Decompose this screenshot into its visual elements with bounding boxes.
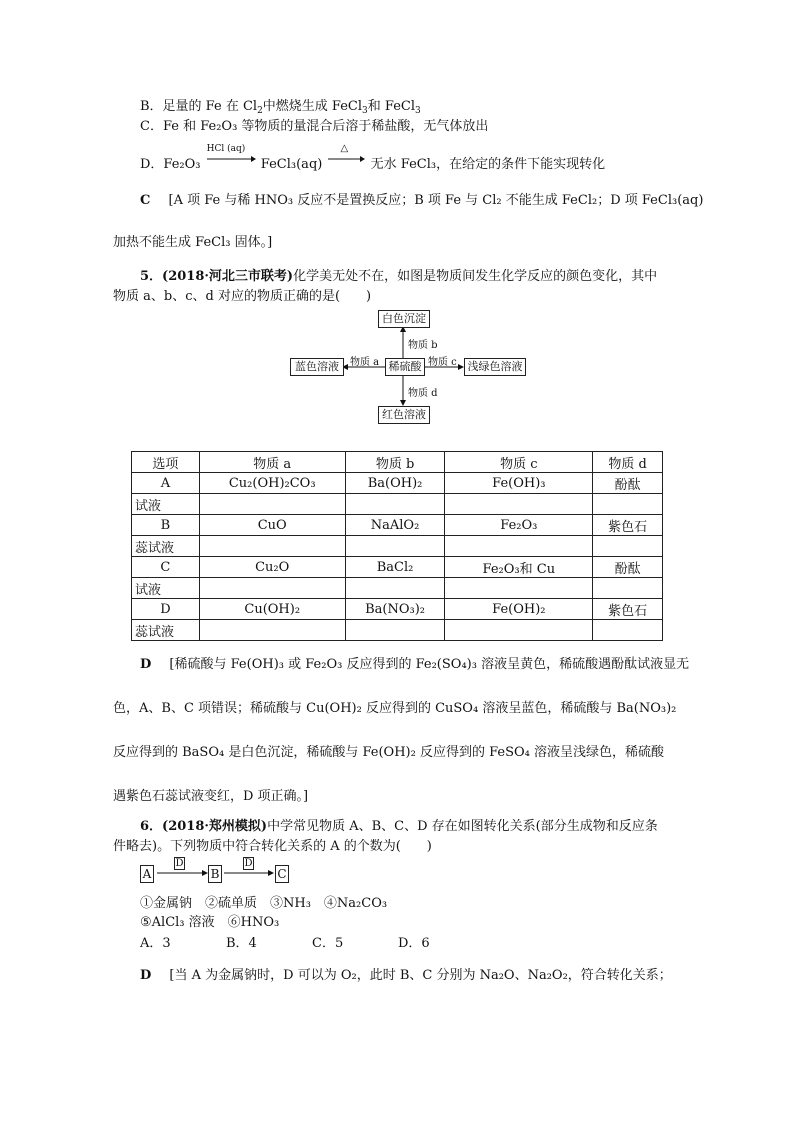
q4-answer-line2: 加热不能生成 FeCl₃ 固体。] — [113, 235, 273, 250]
q5-answer-line2: 色，A、B、C 项错误；稀硫酸与 Cu(OH)₂ 反应得到的 CuSO₄ 溶液呈蓝色，稀硫酸与 Ba(NO₃)₂ — [113, 701, 677, 716]
q5-answer-line1 — [140, 656, 689, 674]
answer-text: [稀硫酸与 Fe(OH)₃ 或 Fe₂O₃ 反应得到的 Fe₂(SO₄)₃ 溶液呈黄色，稀硫酸遇酚酞试液显无 — [169, 657, 690, 672]
cell-d: 紫色石 — [593, 599, 663, 620]
reaction-arrow-2 — [326, 143, 366, 168]
cell-c: Fe(OH)₂ — [445, 599, 593, 620]
chain-box-c: C — [275, 865, 289, 883]
header-substance-d: 物质 d — [593, 452, 663, 473]
table-row — [132, 473, 663, 494]
choice-b: B．4 — [226, 936, 257, 951]
cell-d: 酚酞 — [593, 473, 663, 494]
question-number: 6．(2018·郑州模拟) — [140, 819, 268, 834]
choice-d: D．6 — [398, 936, 430, 951]
chain-box-b: B — [208, 865, 222, 883]
chain-box-a: A — [140, 865, 154, 883]
label-substance-d: 物质 d — [408, 388, 438, 399]
q5-options-table — [131, 451, 663, 641]
diagram-bottom-box: 红色溶液 — [378, 406, 430, 424]
q4-answer-line1 — [140, 192, 703, 210]
q6-answer-line1 — [140, 967, 672, 985]
cell-wrap-text: 试液 — [132, 578, 200, 599]
cell-a: Cu(OH)₂ — [199, 599, 345, 620]
q5-answer-line4: 遇紫色石蕊试液变红，D 项正确。] — [113, 789, 309, 804]
cell-option: C — [132, 557, 200, 578]
table-row-wrap — [132, 494, 663, 515]
question-number: 5．(2018·河北三市联考) — [140, 269, 294, 284]
q6-stem-line2: 件略去)。下列物质中符合转化关系的 A 的个数为( ) — [113, 839, 432, 854]
header-substance-b: 物质 b — [345, 452, 445, 473]
header-substance-a: 物质 a — [199, 452, 345, 473]
table-row-wrap — [132, 620, 663, 641]
table-header-row — [132, 452, 663, 473]
cell-wrap-text: 蕊试液 — [132, 536, 200, 557]
cell-b: Ba(NO₃)₂ — [345, 599, 445, 620]
answer-letter: D — [140, 657, 152, 672]
option-b-text-2: 中燃烧生成 FeCl — [262, 99, 363, 114]
cell-wrap-text: 试液 — [132, 494, 200, 515]
q6-stem-line1 — [140, 818, 658, 836]
option-b-text-1: B．足量的 Fe 在 Cl — [140, 99, 258, 114]
arrow-right-icon — [205, 150, 257, 168]
table-row — [132, 599, 663, 620]
table-row-wrap — [132, 578, 663, 599]
answer-letter: C — [140, 193, 151, 208]
diagram-center-box: 稀硫酸 — [385, 358, 425, 376]
chain-label-d-2: D — [244, 858, 253, 869]
cell-a: Cu₂(OH)₂CO₃ — [199, 473, 345, 494]
answer-text: [当 A 为金属钠时，D 可以为 O₂，此时 B、C 分别为 Na₂O、Na₂O₂，符合转化关系； — [169, 968, 672, 983]
table-row — [132, 515, 663, 536]
question-text: 中学常见物质 A、B、C、D 存在如图转化关系(部分生成物和反应条 — [267, 819, 658, 834]
option-d-end: 无水 FeCl₃，在给定的条件下能实现转化 — [370, 157, 606, 172]
cell-c: Fe(OH)₃ — [445, 473, 593, 494]
label-substance-a: 物质 a — [350, 357, 380, 368]
reaction-arrow-1 — [205, 144, 257, 168]
cell-d: 紫色石 — [593, 515, 663, 536]
q4-option-c: C．Fe 和 Fe₂O₃ 等物质的量混合后溶于稀盐酸，无气体放出 — [140, 119, 489, 134]
table-row-wrap — [132, 536, 663, 557]
cell-c: Fe₂O₃ — [445, 515, 593, 536]
label-substance-c: 物质 c — [428, 357, 457, 368]
option-d-middle: FeCl₃(aq) — [260, 157, 323, 172]
q4-option-d — [140, 143, 606, 174]
q5-stem-line1 — [140, 268, 657, 286]
cell-b: BaCl₂ — [345, 557, 445, 578]
answer-letter: D — [140, 968, 152, 983]
option-b-text-3: 和 FeCl — [367, 99, 416, 114]
cell-option: B — [132, 515, 200, 536]
q5-stem-line2: 物质 a、b、c、d 对应的物质正确的是( ) — [113, 289, 372, 304]
choice-c: C．5 — [312, 936, 344, 951]
diagram-left-box: 蓝色溶液 — [290, 358, 344, 376]
q5-answer-line3: 反应得到的 BaSO₄ 是白色沉淀，稀硫酸与 Fe(OH)₂ 反应得到的 FeSO₄ 溶液呈浅绿色，稀硫酸 — [113, 745, 665, 760]
answer-text: [A 项 Fe 与稀 HNO₃ 反应不是置换反应；B 项 Fe 与 Cl₂ 不能生成 FeCl₂；D 项 FeCl₃(aq) — [168, 193, 704, 208]
q6-choices — [140, 935, 430, 953]
option-d-start: D．Fe₂O₃ — [140, 157, 201, 172]
diagram-top-box: 白色沉淀 — [378, 310, 430, 328]
cell-option: A — [132, 473, 200, 494]
chain-label-d-1: D — [175, 858, 184, 869]
header-substance-c: 物质 c — [445, 452, 593, 473]
cell-wrap-text: 蕊试液 — [132, 620, 200, 641]
cell-a: CuO — [199, 515, 345, 536]
table-row — [132, 557, 663, 578]
cell-d: 酚酞 — [593, 557, 663, 578]
arrow-right-icon — [326, 150, 366, 168]
label-substance-b: 物质 b — [408, 340, 438, 351]
diagram-right-box: 浅绿色溶液 — [464, 358, 526, 376]
q6-items-line1: ①金属钠 ②硫单质 ③NH₃ ④Na₂CO₃ — [140, 896, 388, 911]
header-option: 选项 — [132, 452, 200, 473]
q6-items-line2: ⑤AlCl₃ 溶液 ⑥HNO₃ — [140, 915, 280, 930]
cell-option: D — [132, 599, 200, 620]
q4-option-b: B．足量的 Fe 在 $Cl_2$中燃烧生成 FeCl$_3$和 FeCl$_3$ — [140, 99, 421, 116]
reaction-arrow-1-label: HCl (aq) — [206, 144, 246, 154]
choice-a: A．3 — [140, 936, 171, 951]
cell-b: NaAlO₂ — [345, 515, 445, 536]
question-text: 化学美无处不在，如图是物质间发生化学反应的颜色变化，其中 — [293, 269, 658, 284]
heat-symbol: △ — [340, 143, 349, 154]
cell-c: Fe₂O₃和 Cu — [445, 557, 593, 578]
cell-a: Cu₂O — [199, 557, 345, 578]
cell-b: Ba(OH)₂ — [345, 473, 445, 494]
